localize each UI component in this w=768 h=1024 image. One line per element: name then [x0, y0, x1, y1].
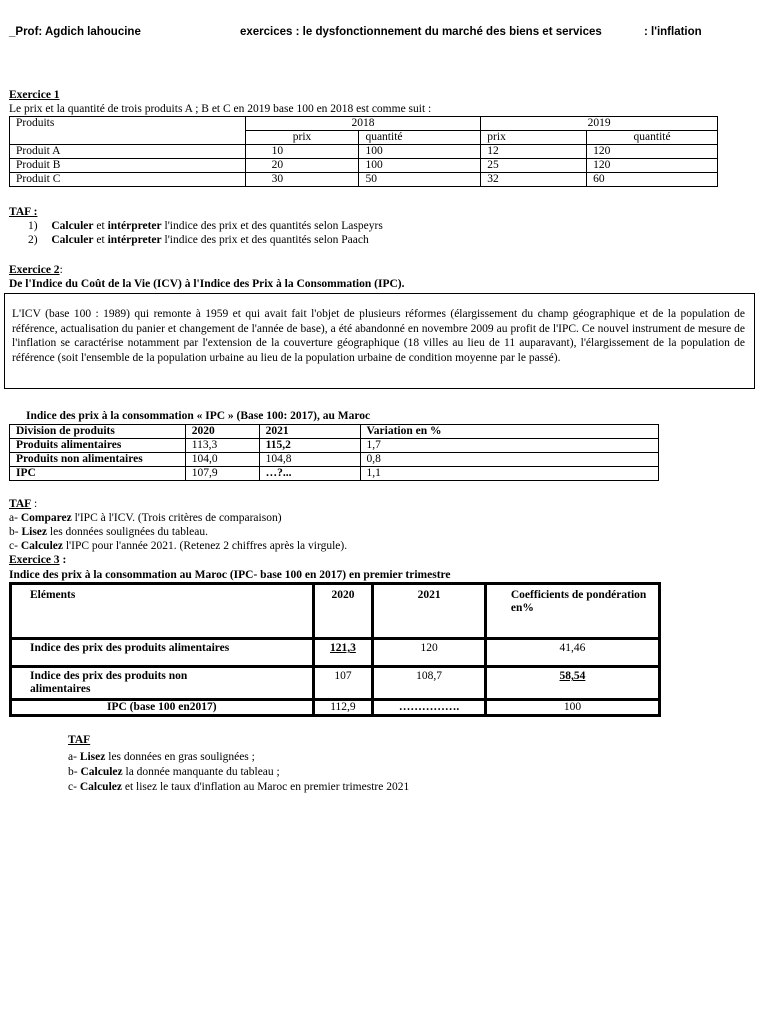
page-header	[9, 26, 759, 42]
ex3-colon: :	[59, 554, 67, 566]
ex2-row-label: Produits alimentaires	[10, 439, 186, 453]
ex2-cell: …?...	[259, 467, 360, 481]
item-prefix: a-	[9, 512, 21, 524]
item-text: l'indice des prix et des quantités selon Laspeyrs	[161, 220, 383, 232]
ex2-paragraph: L'ICV (base 100 : 1989) qui remonte à 1959 et qui avait fait l'objet de plusieurs réformes (élargissement du champ géographique et de la population de référence, actualisation du panier et changement de l'année de base), a été abandonné en novembre 2009 au profit de l'IPC. Ce nouvel instrument de mesure de l'inflation se caractérise notamment par l'extension de la couverture géographique (18 villes au lieu de 11 auparavant), l'élargissement de la population de référence (soit l'ensemble de la population urbaine au lieu de la population urbaine de condition moyenne par le passé).	[12, 308, 745, 364]
ex2-heading: Exercice 2	[9, 264, 60, 276]
ex2-colon: :	[59, 264, 63, 276]
item-text: l'IPC à l'ICV. (Trois critères de comparaison)	[71, 512, 282, 524]
ex3-item-b	[68, 765, 280, 779]
ex3-cell: 41,46	[485, 639, 659, 667]
ex3-taf: TAF	[68, 734, 91, 746]
ex1-cell: 12	[481, 145, 587, 159]
item-verb: Calculez	[20, 540, 63, 552]
item-text: et	[93, 234, 108, 246]
item-text: et lisez le taux d'inflation au Maroc en premier trimestre 2021	[121, 781, 410, 793]
item-verb: Lisez	[21, 526, 48, 538]
ex3-header-cell: 2021	[373, 584, 486, 639]
ex2-table	[9, 424, 659, 481]
ex1-sub-quantite-1: quantité	[359, 131, 481, 145]
item-text: l'indice des prix et des quantités selon Paach	[161, 234, 369, 246]
ex2-text-box	[4, 293, 755, 389]
ex3-cell: …………….	[373, 700, 486, 716]
ex2-header-cell: Division de produits	[10, 425, 186, 439]
ex3-row-label: IPC (base 100 en2017)	[11, 700, 314, 716]
item-verb: intérpreter	[107, 234, 162, 246]
ex2-cell: 1,1	[360, 467, 658, 481]
item-verb: intérpreter	[107, 220, 162, 232]
ex2-subtitle: De l'Indice du Coût de la Vie (ICV) à l'Indice des Prix à la Consommation (IPC).	[9, 278, 405, 290]
ex2-header-cell: 2020	[185, 425, 259, 439]
ex2-item-a	[9, 511, 282, 525]
ex2-header-cell: Variation en %	[360, 425, 658, 439]
item-text: et	[93, 220, 108, 232]
ex1-table	[9, 116, 718, 187]
ex1-cell: 25	[481, 159, 587, 173]
ex1-item-2	[28, 233, 369, 247]
table-row	[10, 453, 659, 467]
ex1-cell: 20	[245, 159, 359, 173]
ex1-product-name: Produit A	[10, 145, 246, 159]
ex2-cell: 104,0	[185, 453, 259, 467]
item-text: les données en gras soulignées ;	[105, 751, 255, 763]
table-row	[11, 639, 660, 667]
item-text: les données soulignées du tableau.	[47, 526, 208, 538]
ex1-sub-quantite-2: quantité	[587, 131, 718, 145]
ex1-intro: Le prix et la quantité de trois produits A ; B et C en 2019 base 100 en 2018 est comme suit :	[9, 103, 432, 115]
item-text: l'IPC pour l'année 2021. (Retenez 2 chiffres après la virgule).	[62, 540, 348, 552]
item-verb: Calculer	[51, 220, 94, 232]
ex3-heading: Exercice 3	[9, 554, 60, 566]
ex1-year2: 2019	[481, 117, 718, 131]
ex2-cell: 107,9	[185, 467, 259, 481]
ex1-sub-prix-1: prix	[245, 131, 359, 145]
ex3-item-a	[68, 750, 255, 764]
table-row	[10, 145, 718, 159]
ex3-cell: 107	[313, 667, 373, 700]
ex3-item-c	[68, 780, 409, 794]
ex3-subtitle: Indice des prix à la consommation au Maroc (IPC- base 100 en 2017) en premier trimestre	[9, 569, 451, 581]
ex2-cell: 115,2	[259, 439, 360, 453]
ex2-taf: TAF	[9, 498, 32, 510]
ex1-cell: 100	[359, 145, 481, 159]
item-verb: Calculez	[80, 766, 123, 778]
ex1-year1: 2018	[245, 117, 481, 131]
table-row	[10, 159, 718, 173]
ex1-cell: 32	[481, 173, 587, 187]
item-prefix: c-	[68, 781, 80, 793]
ex1-cell: 120	[587, 159, 718, 173]
ex1-col-products: Produits	[10, 117, 246, 145]
item-text: la donnée manquante du tableau ;	[122, 766, 280, 778]
ex2-cell: 104,8	[259, 453, 360, 467]
ex3-row-label: Indice des prix des produits alimentaires	[11, 639, 314, 667]
ex1-taf: TAF :	[9, 206, 38, 218]
ex2-row-label: IPC	[10, 467, 186, 481]
table-row	[10, 467, 659, 481]
ex3-row-label: Indice des prix des produits non alimentaires	[11, 667, 314, 700]
item-verb: Calculez	[79, 781, 122, 793]
ex3-heading-line	[9, 553, 66, 567]
item-number: 2)	[28, 234, 38, 246]
ex2-item-b	[9, 525, 208, 539]
ex1-item-1	[28, 219, 383, 233]
header-title: exercices : le dysfonctionnement du marché des biens et services	[240, 26, 602, 38]
ex2-header-cell: 2021	[259, 425, 360, 439]
ex2-table-title: Indice des prix à la consommation « IPC » (Base 100: 2017), au Maroc	[26, 410, 371, 422]
ex1-cell: 100	[359, 159, 481, 173]
ex3-cell: 112,9	[313, 700, 373, 716]
table-row	[11, 667, 660, 700]
item-prefix: c-	[9, 540, 21, 552]
ex3-cell: 58,54	[485, 667, 659, 700]
item-verb: Calculer	[51, 234, 94, 246]
ex3-cell: 108,7	[373, 667, 486, 700]
ex3-cell: 120	[373, 639, 486, 667]
ex2-taf-colon: :	[31, 498, 38, 510]
ex1-product-name: Produit B	[10, 159, 246, 173]
item-verb: Lisez	[79, 751, 106, 763]
ex2-item-c	[9, 539, 347, 553]
ex1-cell: 120	[587, 145, 718, 159]
ex1-heading: Exercice 1	[9, 89, 60, 101]
ex2-heading-line	[9, 263, 63, 277]
table-row	[10, 173, 718, 187]
ex2-cell: 0,8	[360, 453, 658, 467]
ex3-header-cell: Eléments	[11, 584, 314, 639]
ex3-cell: 100	[485, 700, 659, 716]
header-topic: : l'inflation	[644, 26, 702, 38]
ex2-cell: 1,7	[360, 439, 658, 453]
ex2-cell: 113,3	[185, 439, 259, 453]
table-row	[11, 700, 660, 716]
ex1-cell: 60	[587, 173, 718, 187]
item-prefix: b-	[9, 526, 22, 538]
ex3-cell: 121,3	[313, 639, 373, 667]
item-number: 1)	[28, 220, 38, 232]
item-prefix: a-	[68, 751, 80, 763]
ex2-taf-line	[9, 497, 37, 511]
ex1-cell: 50	[359, 173, 481, 187]
item-prefix: b-	[68, 766, 81, 778]
ex1-product-name: Produit C	[10, 173, 246, 187]
item-verb: Comparez	[20, 512, 72, 524]
table-row	[10, 439, 659, 453]
ex3-header-cell: 2020	[313, 584, 373, 639]
ex1-cell: 30	[245, 173, 359, 187]
header-author: _Prof: Agdich lahoucine	[9, 26, 141, 38]
ex1-cell: 10	[245, 145, 359, 159]
ex3-table	[9, 582, 661, 717]
ex2-row-label: Produits non alimentaires	[10, 453, 186, 467]
ex1-sub-prix-2: prix	[481, 131, 587, 145]
ex3-header-cell: Coefficients de pondération en%	[485, 584, 659, 639]
